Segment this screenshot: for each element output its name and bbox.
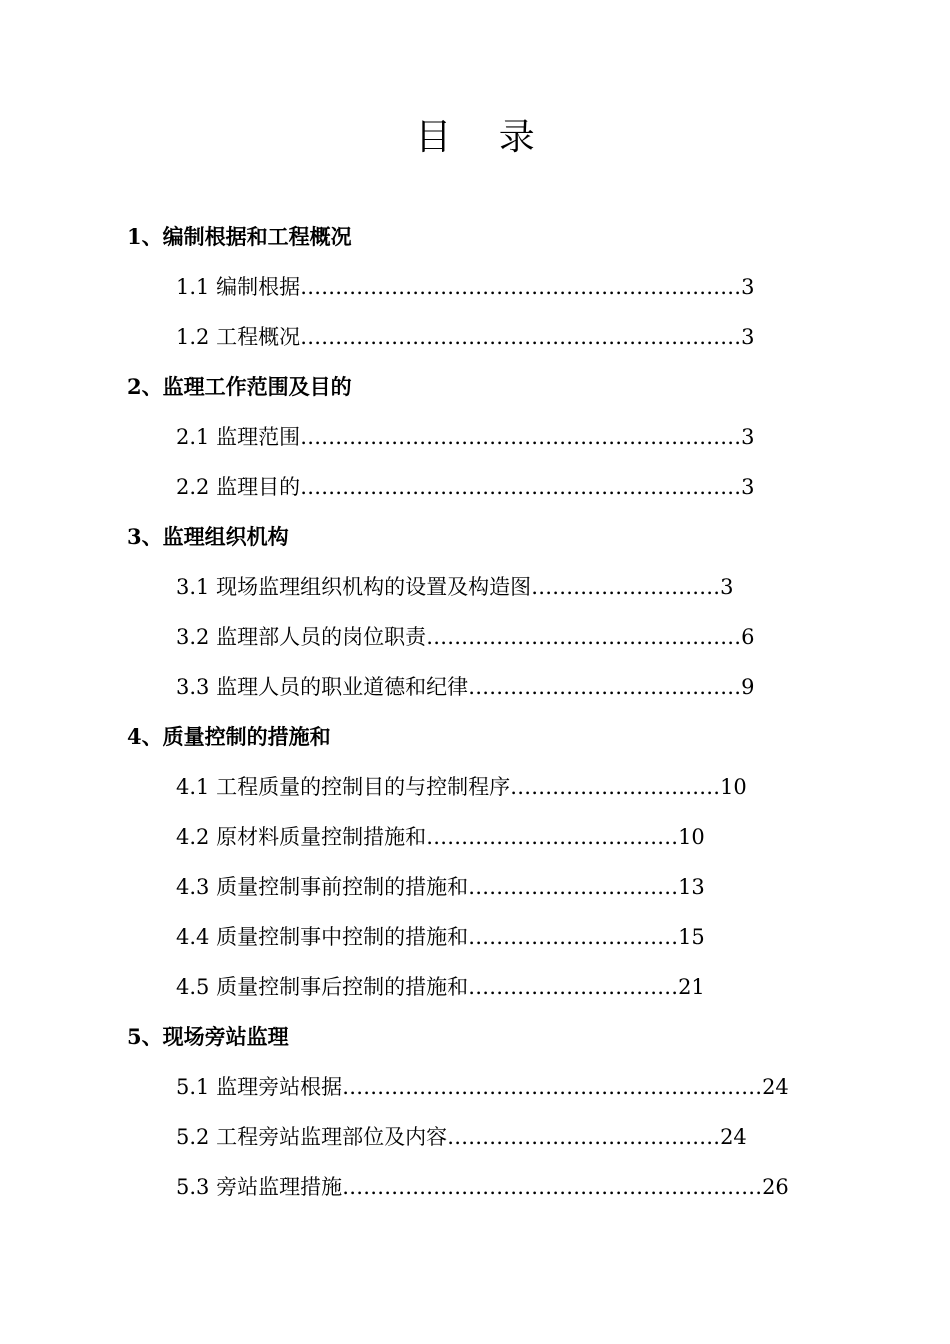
toc-entry: 3.1 现场监理组织机构的设置及构造图………………………3	[176, 575, 734, 599]
toc-entry: 1.1 编制根据………………………………………………………3	[176, 275, 755, 299]
toc-entry: 4.4 质量控制事中控制的措施和…………………………15	[176, 925, 705, 949]
toc-entry: 3.2 监理部人员的岗位职责………………………………………6	[176, 625, 755, 649]
toc-entry: 4.1 工程质量的控制目的与控制程序…………………………10	[176, 775, 747, 799]
toc-entry: 4.5 质量控制事后控制的措施和…………………………21	[176, 975, 705, 999]
toc-entry: 2.1 监理范围………………………………………………………3	[176, 425, 755, 449]
toc-entry: 5.3 旁站监理措施……………………………………………………26	[176, 1175, 789, 1199]
toc-entry: 1.2 工程概况………………………………………………………3	[176, 325, 755, 349]
toc-entry: 5.2 工程旁站监理部位及内容…………………………………24	[176, 1125, 747, 1149]
toc-entry: 4.2 原材料质量控制措施和………………………………10	[176, 825, 705, 849]
toc-section: 5、现场旁站监理	[127, 1024, 289, 1049]
toc-section: 1、编制根据和工程概况	[127, 224, 352, 249]
toc-entry: 2.2 监理目的………………………………………………………3	[176, 475, 755, 499]
toc-section: 2、监理工作范围及目的	[127, 374, 352, 399]
toc-entry: 4.3 质量控制事前控制的措施和…………………………13	[176, 875, 705, 899]
toc-section: 3、监理组织机构	[127, 524, 289, 549]
toc-entry: 3.3 监理人员的职业道德和纪律…………………………………9	[176, 675, 755, 699]
toc-section: 4、质量控制的措施和	[127, 724, 331, 749]
page-title: 目 录	[415, 117, 553, 158]
toc-entry: 5.1 监理旁站根据……………………………………………………24	[176, 1075, 789, 1099]
